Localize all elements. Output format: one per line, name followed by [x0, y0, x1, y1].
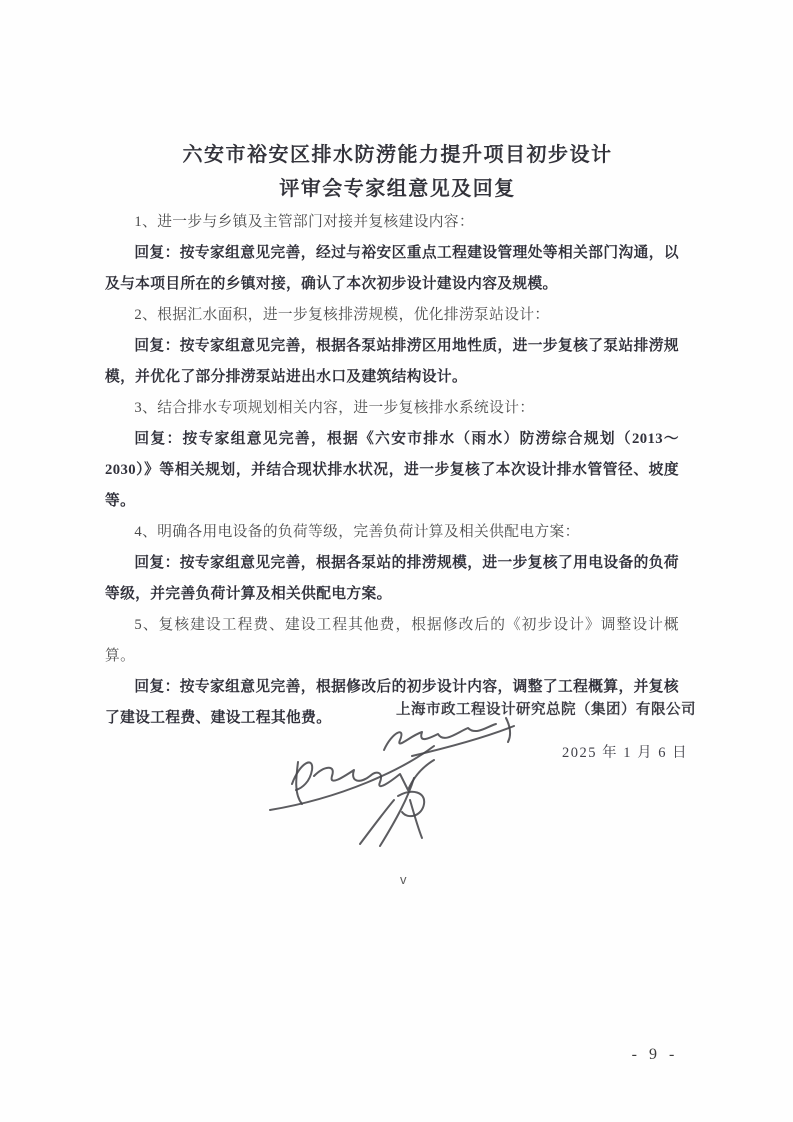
company-name: 上海市政工程设计研究总院（集团）有限公司: [396, 702, 696, 718]
document-date: 2025 年 1 月 6 日: [562, 745, 689, 761]
page-number: - 9 -: [631, 1046, 679, 1063]
signature-scribble-2: [384, 718, 514, 756]
reply-1: 回复：按专家组意见完善，经过与裕安区重点工程建设管理处等相关部门沟通，以及与本项目所在的乡镇对接，确认了本次初步设计建设内容及规模。: [105, 245, 679, 292]
reply-3: 回复：按专家组意见完善，根据《六安市排水（雨水）防涝综合规划（2013～2030）》等相关规划，并结合现状排水状况，进一步复核了本次设计排水管管径、坡度等。: [105, 431, 679, 509]
expert-opinion-4: 4、明确各用电设备的负荷等级，完善负荷计算及相关供配电方案：: [134, 524, 580, 540]
handwritten-signatures: [262, 712, 542, 852]
document-title-line1: 六安市裕安区排水防涝能力提升项目初步设计: [182, 144, 613, 166]
document-title-line2: 评审会专家组意见及回复: [279, 178, 516, 200]
expert-opinion-3: 3、结合排水专项规划相关内容，进一步复核排水系统设计：: [134, 400, 535, 416]
document-title: [105, 138, 690, 206]
stray-scan-mark: v: [400, 872, 407, 887]
expert-opinion-2: 2、根据汇水面积，进一步复核排涝规模，优化排涝泵站设计：: [134, 307, 550, 323]
document-body: [105, 207, 679, 734]
reply-4: 回复：按专家组意见完善，根据各泵站的排涝规模，进一步复核了用电设备的负荷等级，并完善负荷计算及相关供配电方案。: [105, 555, 679, 602]
signature-ink-strokes: [262, 712, 542, 852]
reply-2: 回复：按专家组意见完善，根据各泵站排涝区用地性质，进一步复核了泵站排涝规模，并优化了部分排涝泵站进出水口及建筑结构设计。: [105, 338, 679, 385]
expert-opinion-5: 5、复核建设工程费、建设工程其他费，根据修改后的《初步设计》调整设计概算。: [105, 617, 679, 664]
reply-5: 回复：按专家组意见完善，根据修改后的初步设计内容，调整了工程概算，并复核了建设工程费、建设工程其他费。: [105, 679, 679, 726]
signature-scribble-3: [360, 778, 424, 846]
expert-opinion-1: 1、进一步与乡镇及主管部门对接并复核建设内容：: [134, 214, 475, 230]
